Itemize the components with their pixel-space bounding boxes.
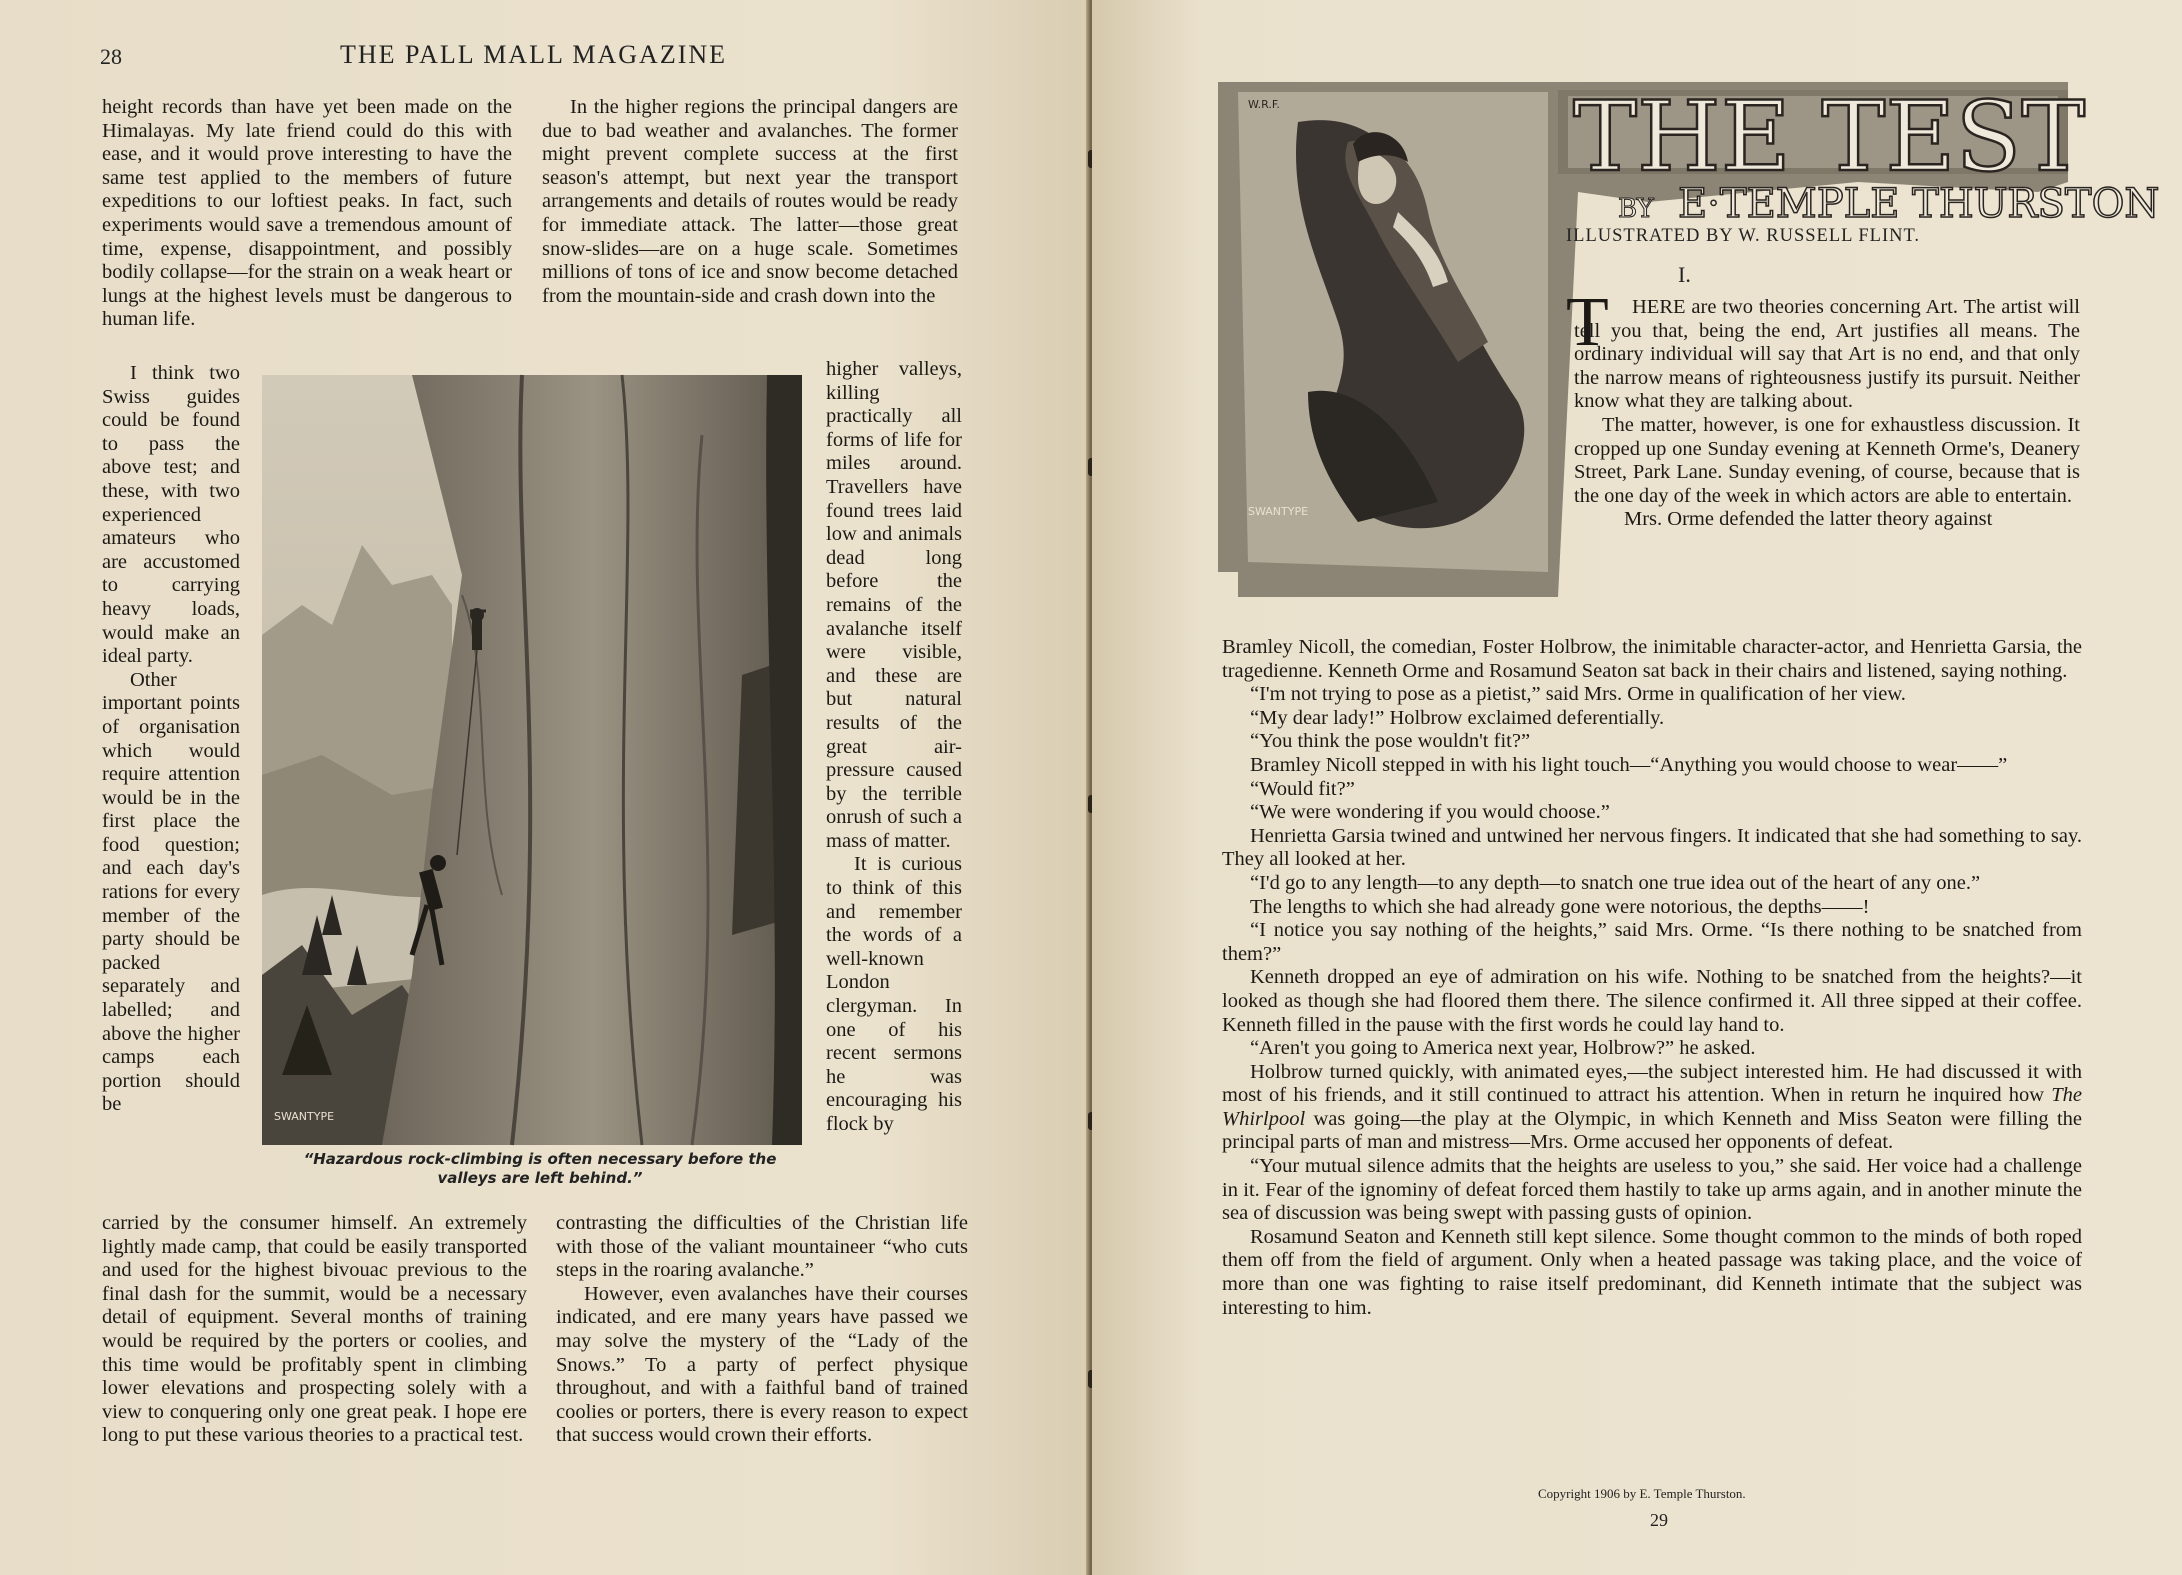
paragraph: “I notice you say nothing of the heights,” said Mrs. Orme. “Is there nothing to be snatched from them?”: [1222, 919, 2082, 965]
left-col2-bottom: [556, 1212, 968, 1448]
paragraph: I think two Swiss guides could be found to pass the above test; and these, with two experienced amateurs who are accustomed to carrying heavy loads, would make an ideal party.: [102, 362, 240, 668]
paragraph: “We were wondering if you would choose.”: [1250, 801, 1610, 824]
rock-climbing-photo: [262, 375, 802, 1145]
paragraph: Bramley Nicoll, the comedian, Foster Holbrow, the inimitable character-actor, and Henrietta Garsia, the tragedienne. Kenneth Orme and Rosamund Seaton sat back in their chairs and listened, saying nothing.: [1222, 636, 2082, 682]
right-folio: 29: [1650, 1510, 1668, 1530]
left-col2-top: [542, 96, 958, 308]
paragraph: “Aren't you going to America next year, Holbrow?” he asked.: [1250, 1037, 1756, 1060]
paragraph: height records than have yet been made on the Himalayas. My late friend could do this with ease, and it would prove interesting to have the same test applied to the members of future expeditions to our loftiest peaks. In fact, such experiments would save a tremendous amount of time, expense, disappointment, and possibly bodily collapse—for the strain on a weak heart or lungs at the highest levels must be dangerous to human life.: [102, 96, 512, 331]
copyright-line: Copyright 1906 by E. Temple Thurston.: [1538, 1486, 1746, 1501]
illustrator-credit: ILLUSTRATED BY W. RUSSELL FLINT.: [1566, 226, 1921, 246]
paragraph: carried by the consumer himself. An extremely lightly made camp, that could be easily transported and used for the highest bivouac previous to the final dash for the summit, would be a necessary detail of equipment. Several months of training would be required by the porters or coolies, and this time would be profitably spent in climbing lower elevations and prospecting solely with a view to conquering only one great peak. I hope ere long to put these various theories to a practical test.: [102, 1212, 527, 1447]
paragraph: Kenneth dropped an eye of admiration on his wife. Nothing to be snatched from the heights?—it looked as though she had floored them there. The silence confirmed it. All three sipped at their coffee. Kenneth filled in the pause with the first words he could lay hand to.: [1222, 966, 2082, 1036]
story-byline-by: BY: [1618, 194, 1654, 224]
paragraph: contrasting the difficulties of the Christian life with those of the valiant mountaineer “who cuts steps in the roaring avalanche.”: [556, 1212, 968, 1282]
paragraph: “My dear lady!” Holbrow exclaimed deferentially.: [1250, 706, 1665, 729]
artist-monogram: W.R.F.: [1248, 98, 1280, 111]
paragraph: The matter, however, is one for exhaustless discussion. It cropped up one Sunday evening at Kenneth Orme's, Deanery Street, Park Lane. Sunday evening, of course, because that is the one day of the week in which actors are able to entertain.: [1574, 413, 2080, 507]
left-col2-narrow: [826, 358, 962, 1137]
paragraph: Rosamund Seaton and Kenneth still kept silence. Some thought common to the minds of both roped them off from the field of argument. Only when a heated passage was taking place, and the voice of more than one was fighting to raise itself predominant, did Kenneth intimate that the subject was interesting to him.: [1222, 1225, 2082, 1319]
rock-climbing-illustration: [262, 375, 802, 1145]
right-col-main: [1222, 636, 2082, 1320]
paragraph: HERE are two theories concerning Art. The artist will tell you that, being the end, Art justifies all means. The ordinary individual will say that Art is no end, and that only the narrow means of righteousness justify its pursuit. Neither know what they are talking about.: [1574, 296, 2080, 413]
paragraph: The lengths to which she had already gone were notorious, the depths——!: [1250, 895, 1870, 918]
paragraph: higher valleys, killing practically all forms of life for miles around. Travellers have found trees laid low and animals dead long before the remains of the avalanche itself were visible, and these are but natural results of the great air-pressure caused by the terrible onrush of such a mass of matter.: [826, 358, 962, 852]
text-run: was going—the play at the Olympic, in which Kenneth and Miss Seaton were filling the principal parts of man and mistress—Mrs. Orme accused her opponents of defeat.: [1222, 1107, 2082, 1154]
art-signature: SWANTYPE: [1248, 505, 1309, 518]
drop-cap: T: [1566, 284, 1609, 361]
paragraph: “I'd go to any length—to any depth—to snatch one true idea out of the heart of any one.”: [1250, 871, 1981, 894]
photo-caption: “Hazardous rock-climbing is often necessary before the valleys are left behind.”: [303, 1150, 777, 1187]
paragraph: “Your mutual silence admits that the heights are useless to you,” she said. Her voice had a challenge in it. Fear of the ignominy of defeat forced them hastily to take up arms again, and in another minute the sea of discussion was being swept with passing gusts of opinion.: [1222, 1155, 2082, 1225]
paragraph: Henrietta Garsia twined and untwined her nervous fingers. It indicated that she had something to say. They all looked at her.: [1222, 824, 2082, 871]
photo-signature: SWANTYPE: [274, 1110, 335, 1123]
paragraph: “You think the pose wouldn't fit?”: [1250, 730, 1531, 753]
left-col1-narrow: [102, 362, 240, 1117]
left-col1-top: [102, 96, 512, 332]
paragraph: However, even avalanches have their courses indicated, and ere many years have passed we may solve the mystery of the “Lady of the Snows.” To a party of perfect physique throughout, and with a faithful band of trained coolies or porters, there is every reason to expect that success would crown their efforts.: [556, 1282, 968, 1447]
paragraph: Other important points of organisation which would require attention would be in the first place the food question; and each day's rations for every member of the party should be packed separately and labelled; and above the higher camps each portion should be: [102, 668, 240, 1116]
left-col1-bottom: [102, 1212, 527, 1448]
paragraph: Bramley Nicoll stepped in with his light touch—“Anything you would choose to wear——”: [1250, 753, 2008, 776]
story-author: E·TEMPLE THURSTON: [1678, 181, 2160, 227]
play-title: The Whirlpool: [1222, 1084, 2082, 1130]
paragraph: It is curious to think of this and remember the words of a well-known London clergyman. In one of his recent sermons he was encouraging his flock by: [826, 853, 962, 1135]
paragraph: [1222, 1061, 2082, 1155]
paragraph: In the higher regions the principal dangers are due to bad weather and avalanches. The former might prevent complete success at the first season's attempt, but next year the transport arrangements and details of routes would be ready for immediate attack. The latter—those great snow-slides—are on a huge scale. Sometimes millions of tons of ice and snow become detached from the mountain-side and crash down into the: [542, 96, 958, 307]
right-col-beside-art: [1574, 296, 2080, 532]
running-head: THE PALL MALL MAGAZINE: [340, 40, 728, 69]
paragraph: “Would fit?”: [1250, 777, 1355, 800]
text-run: Holbrow turned quickly, with animated eyes,—the subject interested him. He had discussed it with most of his friends, and it still continued to attract his attention. When in return he inquired how: [1222, 1060, 2082, 1107]
paragraph: Mrs. Orme defended the latter theory against: [1624, 508, 1993, 531]
chapter-number: I.: [1678, 262, 1691, 287]
paragraph: “I'm not trying to pose as a pietist,” said Mrs. Orme in qualification of her view.: [1250, 683, 1906, 706]
story-title: THE TEST: [1573, 81, 2086, 193]
left-folio: 28: [100, 44, 122, 69]
